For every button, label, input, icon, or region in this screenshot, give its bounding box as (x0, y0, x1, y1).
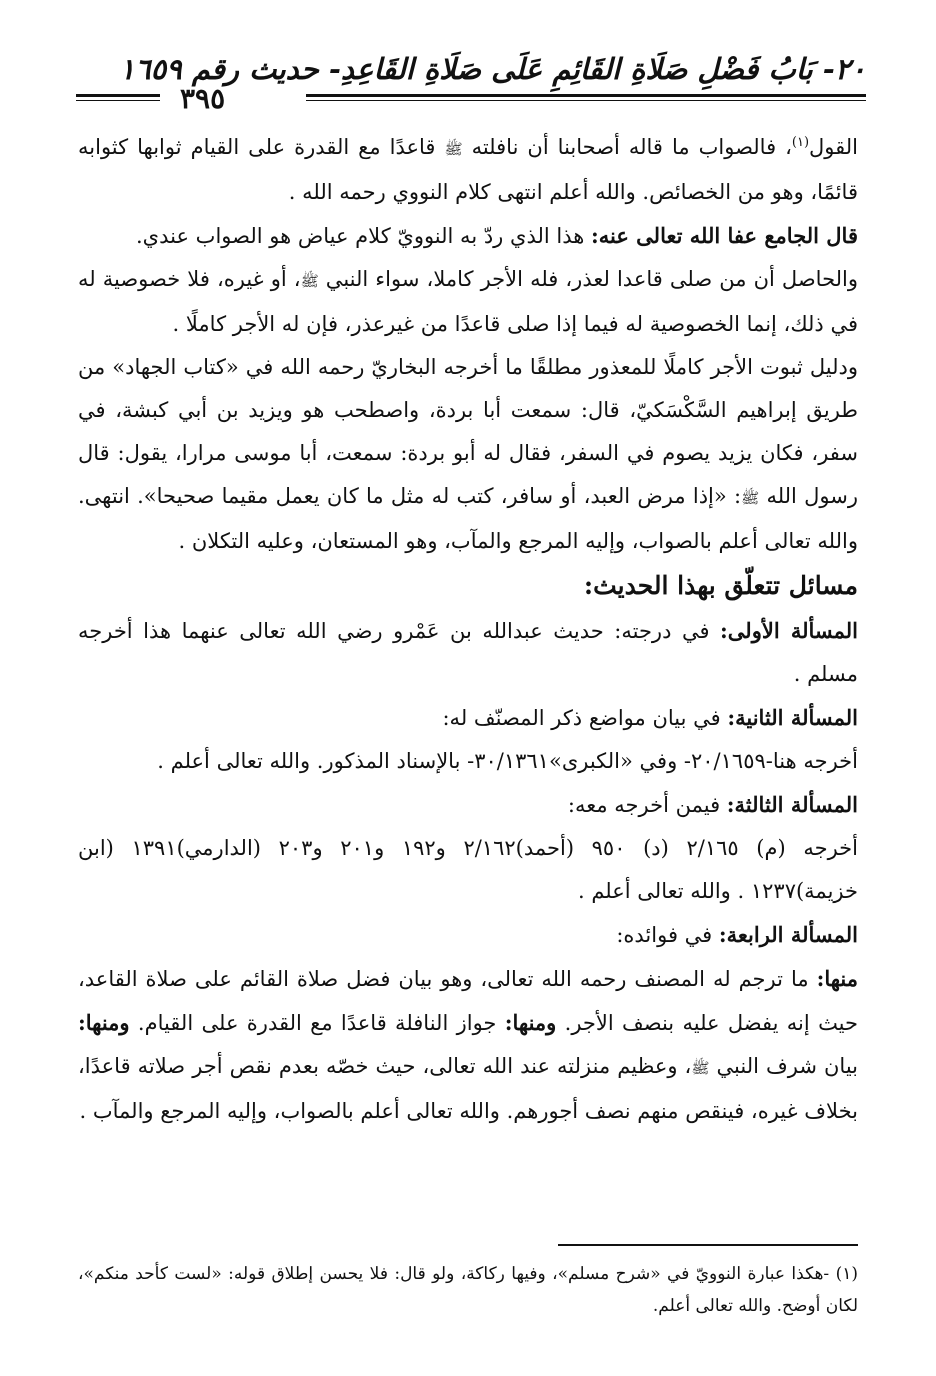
text-span: جواز النافلة قاعدًا مع القدرة على القيام. (129, 1011, 505, 1035)
issue-label: المسألة الثانية: (727, 705, 858, 730)
paragraph (78, 258, 858, 346)
main-text (78, 126, 858, 1133)
benefit-label: ومنها: (504, 1010, 557, 1035)
salawat-glyph: ﷺ (741, 489, 760, 507)
text-span: القول (809, 135, 859, 159)
text-span: ودليل ثبوت الأجر كاملًا للمعذور مطلقًا ما أخرجه البخاريّ رحمه الله في «كتاب الجهاد» من طريق إبراهيم السَّكْسَكيّ، قال: سمعت أبا بردة، واصطحب هو ويزيد بن أبي كبشة، في سفر، فكان يزيد يصوم في السفر، فقال له أبو بردة: سمعت، أبا موسى مرارا، يقول: قال رسول الله (78, 355, 858, 508)
paragraph (78, 214, 858, 258)
benefit-label: ومنها: (78, 1010, 130, 1035)
text-span: بيان شرف النبي (709, 1054, 858, 1078)
page-number: ٣٩٥ (180, 82, 226, 115)
issue-3-detail: أخرجه (م) ٢/١٦٥ (د) ٩٥٠ (أحمد)٢/١٦٢ و١٩٢ و٢٠١ و٢٠٣ (الدارمي)١٣٩١ (ابن خزيمة)١٢٣٧ . والله تعالى أعلم . (78, 836, 858, 903)
page-header (76, 52, 866, 115)
issue-label: المسألة الأولى: (720, 618, 858, 643)
text-span: ، وعظيم منزلته عند الله تعالى، حيث خصّه بعدم نقص أجر صلاته قاعدًا، بخلاف غيره، فينقص منهم نصف أجورهم. والله تعالى أعلم بالصواب، وإليه المرجع والمآب . (78, 1054, 858, 1123)
text-span: ، فالصواب ما قاله أصحابنا أن نافلته (462, 135, 792, 159)
section-heading: مسائل تتعلّق بهذا الحديث: (583, 571, 858, 600)
header-rule (306, 94, 866, 101)
text-span: قاعدًا مع القدرة على القيام ثوابها كثوابه قائمًا، وهو من الخصائص. والله أعلم انتهى كلام النووي رحمه الله . (78, 135, 858, 204)
text-span: في درجته: حديث عبدالله بن عَمْرو رضي الله تعالى عنهما هذا أخرجه مسلم . (78, 619, 858, 686)
issue-3 (78, 783, 858, 827)
issue-4 (78, 913, 858, 957)
paragraph (78, 346, 858, 563)
paragraph (78, 126, 858, 214)
salawat-glyph: ﷺ (300, 272, 319, 290)
text-span: في فوائده: (616, 923, 719, 947)
header-rule-short (76, 94, 160, 101)
text-span: والحاصل أن من صلى قاعدا لعذر، فله الأجر كاملا، سواء النبي (318, 267, 858, 291)
footnote-ref: (١) (791, 135, 810, 150)
text-span: ما ترجم له المصنف رحمه الله تعالى، وهو بيان فضل صلاة القائم على صلاة القاعد، حيث إنه يفضل عليه بنصف الأجر. (78, 967, 859, 1035)
footnote: (١) -هكذا عبارة النوويّ في «شرح مسلم»، وفيها ركاكة، ولو قال: فلا يحسن إطلاق قوله: «لست كأحد منكم»، لكان أوضح. والله تعالى أعلم. (78, 1264, 858, 1316)
benefits-paragraph (78, 957, 858, 1133)
salawat-glyph: ﷺ (444, 140, 463, 158)
text-span: فيمن أخرجه معه: (567, 793, 727, 817)
text-span: : «إذا مرض العبد، أو سافر، كتب له مثل ما كان يعمل مقيما صحيحا». انتهى. والله تعالى أعلم بالصواب، وإليه المرجع والمآب، وهو المستعان، وعليه التكلان . (78, 484, 858, 553)
chapter-title: ٢٠- بَابُ فَضْلِ صَلَاةِ القَائِمِ عَلَى صَلَاةِ القَاعِدِ- حديث رقم ١٦٥٩ (119, 52, 866, 86)
issue-2-detail: أخرجه هنا-٢٠/١٦٥٩- وفي «الكبرى»٣٠/١٣٦١- بالإسناد المذكور. والله تعالى أعلم . (157, 749, 858, 773)
compiler-label: قال الجامع عفا الله تعالى عنه: (590, 223, 858, 248)
text-span: ، أو غيره، فلا خصوصية له في ذلك، إنما الخصوصية له فيما إذا صلى قاعدًا من غيرعذر، فإن له الأجر كاملًا . (78, 267, 858, 336)
salawat-glyph: ﷺ (691, 1059, 710, 1077)
benefit-label: منها: (816, 966, 858, 991)
text-span: هذا الذي ردّ به النوويّ كلام عياض هو الصواب عندي. (136, 224, 591, 248)
text-span: في بيان مواضع ذكر المصنّف له: (442, 706, 728, 730)
issue-label: المسألة الرابعة: (718, 922, 858, 947)
issue-2 (78, 696, 858, 740)
issue-1 (78, 609, 858, 696)
issue-label: المسألة الثالثة: (726, 792, 858, 817)
footnote-rule (558, 1244, 858, 1246)
